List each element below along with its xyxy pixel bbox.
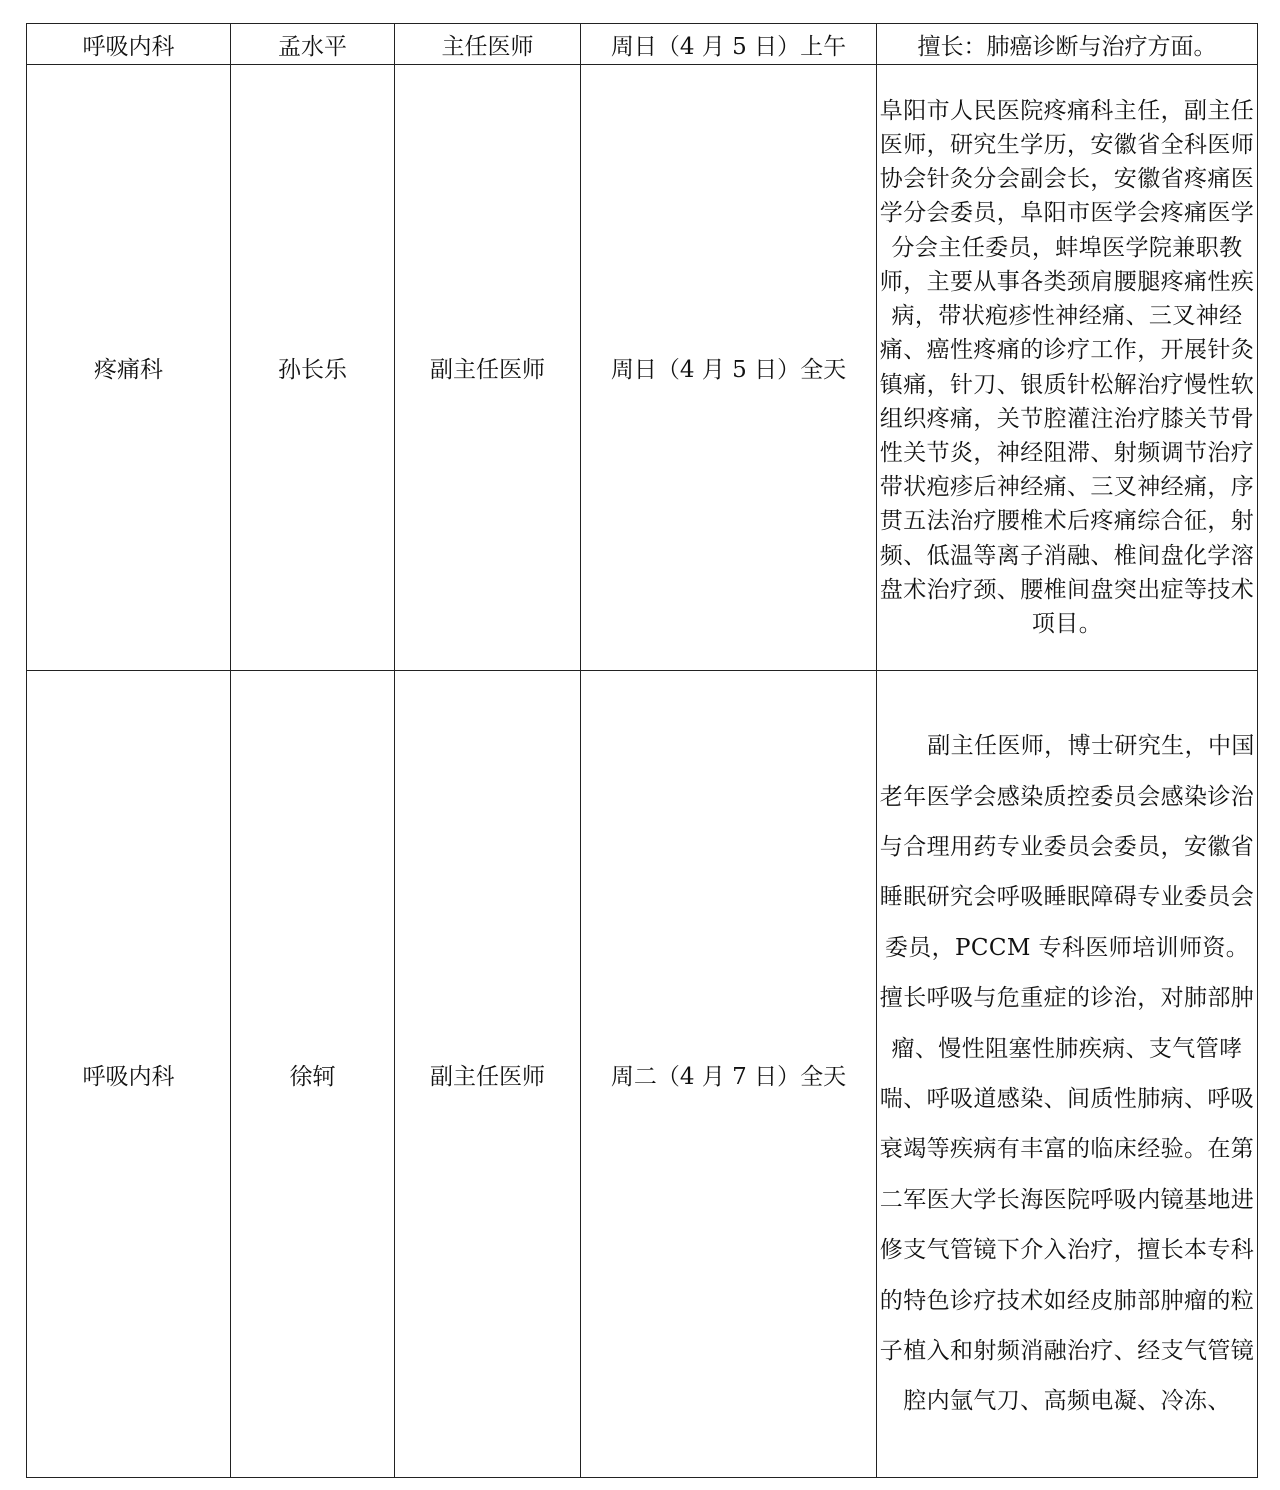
clinic-time-cell: 周日（4 月 5 日）上午 <box>581 24 877 65</box>
doctor-name-cell: 孟水平 <box>231 24 395 65</box>
doctor-intro-text: 副主任医师，博士研究生，中国老年医学会感染质控委员会感染诊治与合理用药专业委员会委员，安徽省睡眠研究会呼吸睡眠障碍专业委员会委员，PCCM 专科医师培训师资。擅长呼吸与危重症的诊治，对肺部肿瘤、慢性阻塞性肺疾病、支气管哮喘、呼吸道感染、间质性肺病、呼吸衰竭等疾病有丰富的临床经验。在第二军医大学长海医院呼吸内镜基地进修支气管镜下介入治疗，擅长本专科的特色诊疗技术如经皮肺部肿瘤的粒子植入和射频消融治疗、经支气管镜腔内氩气刀、高频电凝、冷冻、 <box>879 733 1255 1415</box>
table-row <box>27 671 1258 1478</box>
doctor-intro-cell: 阜阳市人民医院疼痛科主任，副主任医师，研究生学历，安徽省全科医师协会针灸分会副会长，安徽省疼痛医学分会委员，阜阳市医学会疼痛医学分会主任委员，蚌埠医学院兼职教师，主要从事各类颈肩腰腿疼痛性疾病，带状疱疹性神经痛、三叉神经痛、癌性疼痛的诊疗工作，开展针灸镇痛，针刀、银质针松解治疗慢性软组织疼痛，关节腔灌注治疗膝关节骨性关节炎，神经阻滞、射频调节治疗带状疱疹后神经痛、三叉神经痛，序贯五法治疗腰椎术后疼痛综合征，射频、低温等离子消融、椎间盘化学溶盘术治疗颈、腰椎间盘突出症等技术项目。 <box>877 65 1258 671</box>
doctor-title-cell: 主任医师 <box>395 24 581 65</box>
doctor-name-cell: 孙长乐 <box>231 65 395 671</box>
doctor-title-cell: 副主任医师 <box>395 671 581 1478</box>
doctor-intro-cell <box>877 671 1258 1478</box>
department-cell: 疼痛科 <box>27 65 231 671</box>
doctor-name-cell: 徐轲 <box>231 671 395 1478</box>
doctor-intro-cell: 擅长：肺癌诊断与治疗方面。 <box>877 24 1258 65</box>
clinic-time-cell: 周日（4 月 5 日）全天 <box>581 65 877 671</box>
table-row <box>27 24 1258 65</box>
department-cell: 呼吸内科 <box>27 671 231 1478</box>
clinic-time-cell: 周二（4 月 7 日）全天 <box>581 671 877 1478</box>
doctor-schedule-table <box>26 23 1258 1478</box>
table-row <box>27 65 1258 671</box>
doctor-title-cell: 副主任医师 <box>395 65 581 671</box>
department-cell: 呼吸内科 <box>27 24 231 65</box>
